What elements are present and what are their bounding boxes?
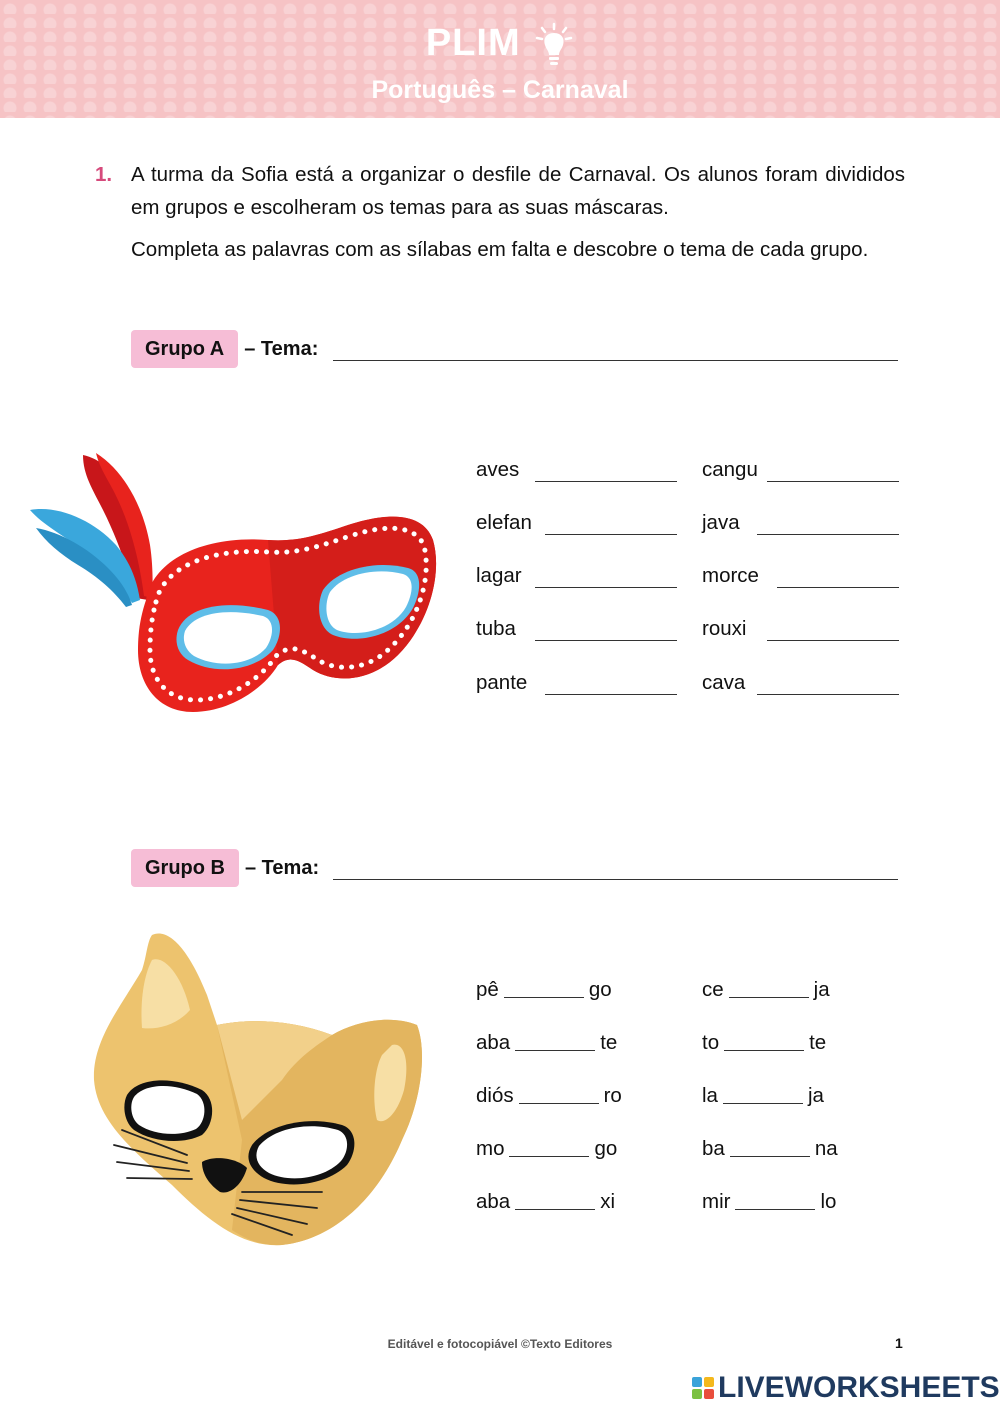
answer-blank[interactable] — [515, 1049, 595, 1051]
word-item — [702, 978, 830, 1002]
word-prefix: mir — [702, 1190, 731, 1213]
word-fragment: aves — [476, 458, 520, 481]
answer-blank[interactable] — [545, 693, 677, 695]
answer-blank[interactable] — [519, 1102, 599, 1104]
watermark-text: LIVEWORKSHEETS — [718, 1371, 1000, 1404]
group-a-tema-input[interactable] — [333, 360, 898, 361]
word-item — [702, 1031, 826, 1055]
word-suffix: go — [594, 1137, 618, 1160]
group-b-header — [131, 849, 319, 887]
word-item — [476, 1137, 617, 1161]
word-suffix: ja — [813, 978, 830, 1001]
answer-blank[interactable] — [724, 1049, 804, 1051]
page-header — [0, 0, 1000, 118]
group-b-badge: Grupo B — [131, 849, 239, 887]
answer-blank[interactable] — [545, 533, 677, 535]
word-item — [702, 1137, 838, 1161]
word-item — [476, 617, 516, 641]
red-carnival-mask-image — [28, 450, 443, 725]
answer-blank[interactable] — [757, 533, 899, 535]
word-item — [476, 1084, 622, 1108]
word-prefix: to — [702, 1031, 720, 1054]
word-item — [702, 671, 745, 695]
cat-mask-image — [92, 930, 427, 1250]
word-prefix: aba — [476, 1031, 511, 1054]
answer-blank[interactable] — [504, 996, 584, 998]
question-paragraph-1: A turma da Sofia está a organizar o desfile de Carnaval. Os alunos foram divididos em grupos e escolheram os temas para as suas máscaras. — [131, 163, 905, 219]
word-item — [476, 671, 527, 695]
word-item — [702, 511, 740, 535]
group-a-tema-label: – Tema: — [244, 337, 319, 360]
question-paragraph-2: Completa as palavras com as sílabas em falta e descobre o tema de cada grupo. — [131, 238, 869, 261]
word-item — [476, 1190, 615, 1214]
answer-blank[interactable] — [767, 480, 899, 482]
word-suffix: te — [809, 1031, 827, 1054]
word-suffix: te — [600, 1031, 618, 1054]
word-fragment: pante — [476, 671, 528, 694]
word-item — [476, 978, 612, 1002]
word-suffix: go — [588, 978, 612, 1001]
word-item — [476, 511, 532, 535]
word-suffix: ro — [603, 1084, 622, 1107]
word-fragment: java — [702, 511, 740, 534]
answer-blank[interactable] — [535, 586, 677, 588]
group-a-badge: Grupo A — [131, 330, 238, 368]
word-prefix: mo — [476, 1137, 505, 1160]
answer-blank[interactable] — [723, 1102, 803, 1104]
question-number: 1. — [95, 163, 113, 186]
group-a-header — [131, 330, 318, 368]
word-item — [702, 617, 746, 641]
answer-blank[interactable] — [535, 480, 677, 482]
liveworksheets-logo-icon — [692, 1377, 714, 1399]
answer-blank[interactable] — [777, 586, 899, 588]
answer-blank[interactable] — [730, 1155, 810, 1157]
question-block — [95, 158, 905, 266]
word-suffix: na — [814, 1137, 838, 1160]
lightbulb-icon — [534, 22, 574, 68]
page-number: 1 — [895, 1335, 903, 1351]
brand-name: PLIM — [425, 22, 521, 64]
word-fragment: lagar — [476, 564, 522, 587]
word-suffix: lo — [820, 1190, 837, 1213]
answer-blank[interactable] — [515, 1208, 595, 1210]
word-prefix: la — [702, 1084, 718, 1107]
group-b-tema-label: – Tema: — [245, 856, 320, 879]
word-prefix: diós — [476, 1084, 514, 1107]
word-prefix: aba — [476, 1190, 511, 1213]
word-fragment: elefan — [476, 511, 532, 534]
footer-copyright: Editável e fotocopiável ©Texto Editores — [387, 1337, 613, 1351]
word-item — [476, 1031, 617, 1055]
answer-blank[interactable] — [757, 693, 899, 695]
word-prefix: pê — [476, 978, 499, 1001]
word-item — [702, 1084, 824, 1108]
word-fragment: morce — [702, 564, 759, 587]
word-fragment: cava — [702, 671, 746, 694]
brand-title — [0, 22, 1000, 68]
word-fragment: rouxi — [702, 617, 747, 640]
word-suffix: ja — [807, 1084, 824, 1107]
word-prefix: ce — [702, 978, 724, 1001]
word-item — [702, 458, 758, 482]
word-item — [702, 1190, 836, 1214]
answer-blank[interactable] — [509, 1155, 589, 1157]
answer-blank[interactable] — [767, 639, 899, 641]
word-item — [476, 458, 519, 482]
word-item — [702, 564, 759, 588]
group-b-tema-input[interactable] — [333, 879, 898, 880]
answer-blank[interactable] — [735, 1208, 815, 1210]
answer-blank[interactable] — [535, 639, 677, 641]
word-suffix: xi — [600, 1190, 616, 1213]
word-prefix: ba — [702, 1137, 725, 1160]
answer-blank[interactable] — [729, 996, 809, 998]
word-item — [476, 564, 522, 588]
page-subtitle: Português – Carnaval — [371, 76, 629, 104]
liveworksheets-watermark — [692, 1371, 1000, 1405]
word-fragment: cangu — [702, 458, 758, 481]
word-fragment: tuba — [476, 617, 516, 640]
